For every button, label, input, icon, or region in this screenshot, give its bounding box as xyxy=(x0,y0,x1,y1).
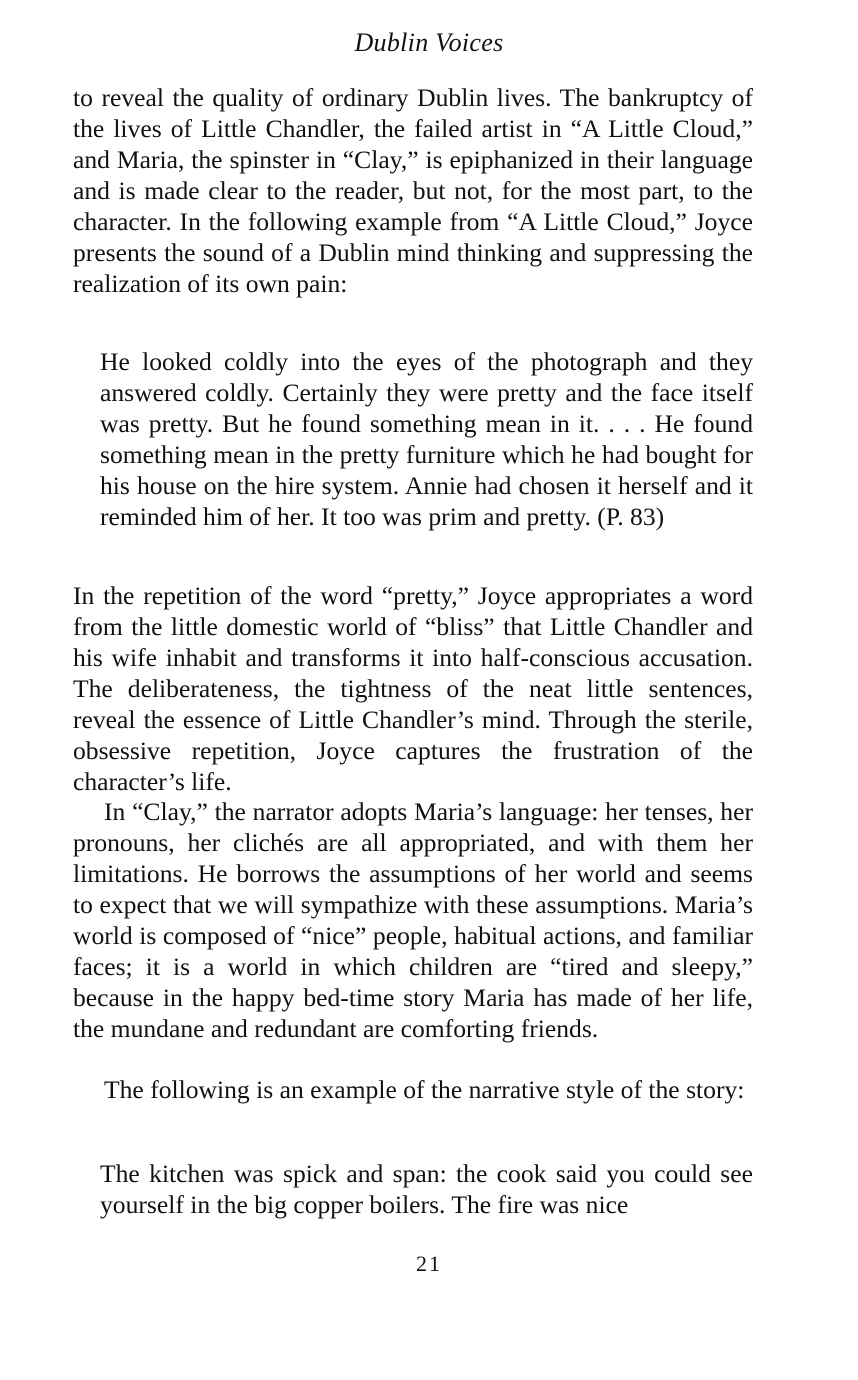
block-quote: The kitchen was spick and span: the cook said you could see yourself in the big copper boilers. The fire was nice xyxy=(100,1159,753,1219)
running-head-title: Dublin Voices xyxy=(354,28,504,57)
body-paragraph: The following is an example of the narrative style of the story: xyxy=(104,1075,745,1104)
page-number: 21 xyxy=(416,1251,442,1276)
block-quote: He looked coldly into the eyes of the photograph and they answered coldly. Certainly they were pretty and the face itself was pretty. But he found something mean in it. . . . He found something mean in the pretty furniture which he had bought for his house on the hire system. Annie had chosen it herself and it reminded him of her. It too was prim and pretty. (P. 83) xyxy=(100,347,753,531)
body-paragraph: In the repetition of the word “pretty,” Joyce appropriates a word from the little domestic world of “bliss” that Little Chandler and his wife inhabit and transforms it into half-conscious accusation. The deliberateness, the tightness of the neat little sentences, reveal the essence of Little Chandler’s mind. Through the sterile, obsessive repetition, Joyce captures the frustration of the character’s life. xyxy=(73,581,753,796)
body-paragraph: to reveal the quality of ordinary Dublin lives. The bankruptcy of the lives of Little Chandler, the failed artist in “A Little Cloud,” and Maria, the spinster in “Clay,” is epiphanized in their language and is made clear to the reader, but not, for the most part, to the character. In the following example from “A Little Cloud,” Joyce presents the sound of a Dublin mind thinking and suppressing the realization of its own pain: xyxy=(73,83,753,298)
body-paragraph: In “Clay,” the narrator adopts Maria’s language: her tenses, her pronouns, her clichés are all appropriated, and with them her limitations. He borrows the assumptions of her world and seems to expect that we will sympathize with these assumptions. Maria’s world is composed of “nice” people, habitual actions, and familiar faces; it is a world in which children are “tired and sleepy,” because in the happy bed-time story Maria has made of her life, the mundane and redundant are comforting friends. xyxy=(73,797,753,1043)
